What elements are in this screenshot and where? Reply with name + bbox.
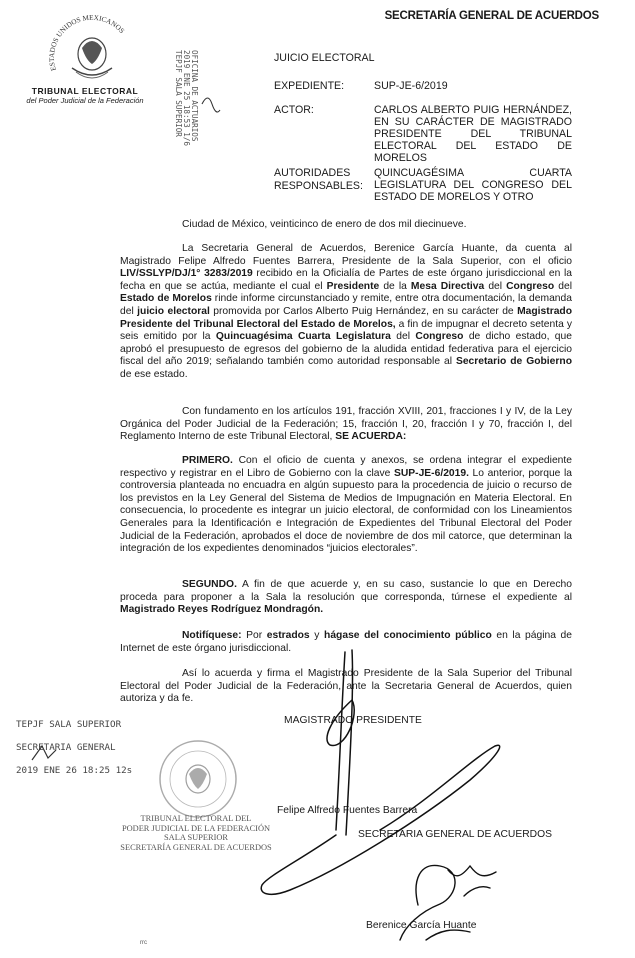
- paragraph-firma-text: [120, 668, 572, 706]
- stamp-bottom-line3: 2019 ENE 26 18:25 12s: [16, 765, 133, 776]
- text-run: a fin de impugnar el decreto setenta y seis emitido por la: [120, 318, 572, 343]
- paragraph-fundamento-text: [120, 406, 572, 444]
- text-run: SE ACUERDA:: [335, 431, 407, 443]
- institution-bottom-line1: TRIBUNAL ELECTORAL DEL: [140, 814, 252, 823]
- expediente-value: SUP-JE-6/2019: [374, 80, 448, 92]
- paragraph-cuenta-text: [120, 243, 572, 382]
- text-run: Así lo acuerda y firma el Magistrado Presidente de la Sala Superior del Tribunal Electoral del Poder Judicial de la Federación, ante la Secretaria General de Acuerdos, quien autoriza y da fe.: [120, 668, 572, 705]
- date-line-text: Ciudad de México, veinticinco de enero de dos mil diecinueve.: [182, 219, 467, 230]
- text-run: recibido en la Oficialía de Partes de este órgano jurisdiccional en la fecha en que se actúa, mediante el cual el: [120, 268, 572, 292]
- institution-bottom: [106, 814, 286, 852]
- paragraph-segundo-text: [120, 579, 572, 617]
- institution-bottom-line2: PODER JUDICIAL DE LA FEDERACIÓN: [121, 823, 271, 833]
- mexico-seal-emblem-bottom: [148, 735, 248, 821]
- autoridades-value: QUINCUAGÉSIMA CUARTA LEGISLATURA DEL CONGRESO DEL ESTADO DE MORELOS Y OTRO: [374, 167, 572, 203]
- paragraph-segundo: [120, 579, 572, 617]
- secretaria-name: Berenice García Huante: [366, 920, 477, 931]
- text-run: Notifíquese:: [182, 630, 242, 641]
- text-run: en la página de Internet de este órgano jurisdiccional.: [120, 630, 572, 654]
- institution-top: [10, 86, 160, 106]
- autoridades-label-1: AUTORIDADES: [274, 167, 351, 179]
- expediente-label: EXPEDIENTE:: [274, 80, 345, 92]
- text-run: del: [390, 331, 416, 343]
- text-run: hágase del conocimiento público: [324, 630, 492, 641]
- stamp-initial-mark: [30, 742, 70, 764]
- seal-text: ESTADOS UNIDOS MEXICANOS: [47, 13, 126, 72]
- text-run: de dicho estado, que aprobó el presupuesto de egresos del gobierno de la aludida entidad federativa para el ejercicio fiscal del año 2019; señalando también como autoridad responsable al: [120, 331, 572, 368]
- text-run: juicio electoral: [137, 305, 210, 317]
- reception-stamp-vertical: [168, 46, 226, 150]
- stamp-bottom-line1: TEPJF SALA SUPERIOR: [16, 719, 122, 730]
- text-run: Magistrado Presidente del Tribunal Electoral del Estado de Morelos,: [120, 305, 573, 330]
- text-run: Con el oficio de cuenta y anexos, se ordena integrar el expediente respectivo y registrar en el Libro de Gobierno con la clave: [120, 455, 572, 479]
- institution-top-line1: TRIBUNAL ELECTORAL: [31, 86, 139, 96]
- text-run: Secretario de Gobierno: [455, 356, 572, 368]
- text-run: rinde informe circunstanciado y remite, entre otra documentación, la demanda del: [120, 293, 572, 317]
- stamp-vert-line2: 2019 ENE 25 18:53 1/6: [182, 50, 191, 147]
- institution-bottom-line4: SECRETARÍA GENERAL DE ACUERDOS: [120, 842, 272, 852]
- date-line: [120, 219, 572, 232]
- actor-value: CARLOS ALBERTO PUIG HERNÁNDEZ, EN SU CARÁCTER DE MAGISTRADO PRESIDENTE DEL TRIBUNAL ELECTORAL DEL ESTADO DE MORELOS: [374, 104, 572, 164]
- stamp-vert-line3: OFICINA DE ACTUARIOS: [190, 50, 199, 142]
- text-run: Congreso: [415, 331, 464, 343]
- magistrado-name: Felipe Alfredo Fuentes Barrera: [277, 805, 418, 816]
- institution-bottom-line3: SALA SUPERIOR: [164, 833, 228, 843]
- text-run: SEGUNDO.: [182, 579, 237, 590]
- text-run: PRIMERO.: [182, 455, 233, 466]
- svg-text:ESTADOS UNIDOS MEXICANOS: [48, 14, 126, 72]
- text-run: La Secretaria General de Acuerdos, Berenice García Huante, da cuenta al Magistrado Felipe Alfredo Fuentes Barrera, Presidente de la Sala Superior, con el oficio: [120, 243, 572, 267]
- text-run: Magistrado Reyes Rodríguez Mondragón.: [120, 604, 324, 616]
- text-run: de ese estado.: [120, 368, 188, 380]
- paragraph-notifiquese: [120, 630, 572, 655]
- paragraph-primero: [120, 455, 572, 556]
- text-run: Estado de Morelos: [120, 293, 212, 305]
- text-run: Con fundamento en los artículos 191, fracción XVIII, 201, fracciones I y IV, de la Ley Orgánica del Poder Judicial de la Federación; 15, fracción I, 20, fracción I y 70, fracción I, del Reglamento Interno de este Tribunal Electoral,: [120, 406, 572, 443]
- text-run: Mesa Directiva: [410, 280, 485, 292]
- text-run: estrados: [266, 630, 310, 641]
- stamp-vert-line1: TEPJF SALA SUPERIOR: [174, 50, 183, 137]
- actor-label: ACTOR:: [274, 104, 314, 116]
- text-run: del: [554, 280, 572, 292]
- text-run: Por: [241, 630, 267, 641]
- text-run: de la: [379, 280, 411, 292]
- paragraph-firma: [120, 668, 572, 706]
- paragraph-cuenta: [120, 243, 572, 382]
- secretaria-title: SECRETARIA GENERAL DE ACUERDOS: [358, 829, 552, 840]
- paragraph-notifiquese-text: [120, 630, 572, 655]
- paragraph-primero-text: [120, 455, 572, 556]
- case-type: JUICIO ELECTORAL: [274, 52, 375, 64]
- institution-top-line2: del Poder Judicial de la Federación: [26, 96, 144, 105]
- text-run: Quincuagésima Cuarta Legislatura: [215, 331, 391, 343]
- text-run: y: [309, 630, 325, 641]
- text-run: SUP-JE-6/2019.: [393, 467, 469, 479]
- text-run: promovida por Carlos Alberto Puig Hernández, en su carácter de: [209, 305, 518, 317]
- magistrado-title: MAGISTRADO PRESIDENTE: [284, 715, 422, 726]
- text-run: del: [484, 280, 507, 292]
- header-secretaria: SECRETARÍA GENERAL DE ACUERDOS: [384, 10, 599, 22]
- text-run: Presidente: [326, 280, 380, 292]
- autoridades-label-2: RESPONSABLES:: [274, 180, 363, 192]
- paragraph-fundamento: [120, 406, 572, 444]
- text-run: LIV/SSLYP/DJ/1° 3283/2019: [120, 268, 253, 280]
- text-run: Congreso: [506, 280, 555, 292]
- text-run: A fin de que acuerde y, en su caso, sustancie lo que en Derecho proceda para proponer a la Sala la resolución que corresponda, túrnese el expediente al: [120, 579, 572, 603]
- stamp-bottom-line2: SECRETARIA GENERAL: [16, 742, 116, 753]
- text-run: Lo anterior, porque la controversia planteada no encuadra en algún supuesto para la procedencia de juicio o recurso de los previstos en la Ley General del Sistema de Medios de Impugnación en Materia Electoral. En consecuencia, lo procedente es integrar un juicio electoral, de conformidad con los Lineamientos Generales para la Identificación e Integración de Expedientes del Tribunal Electoral del Poder Judicial de la Federación, aprobados el doce de noviembre de dos mil catorce, que determinan la integración de los expedientes denominados “juicios electorales”.: [120, 467, 572, 555]
- mexico-seal-emblem: [42, 8, 142, 94]
- footer-mark: rrc: [140, 940, 147, 946]
